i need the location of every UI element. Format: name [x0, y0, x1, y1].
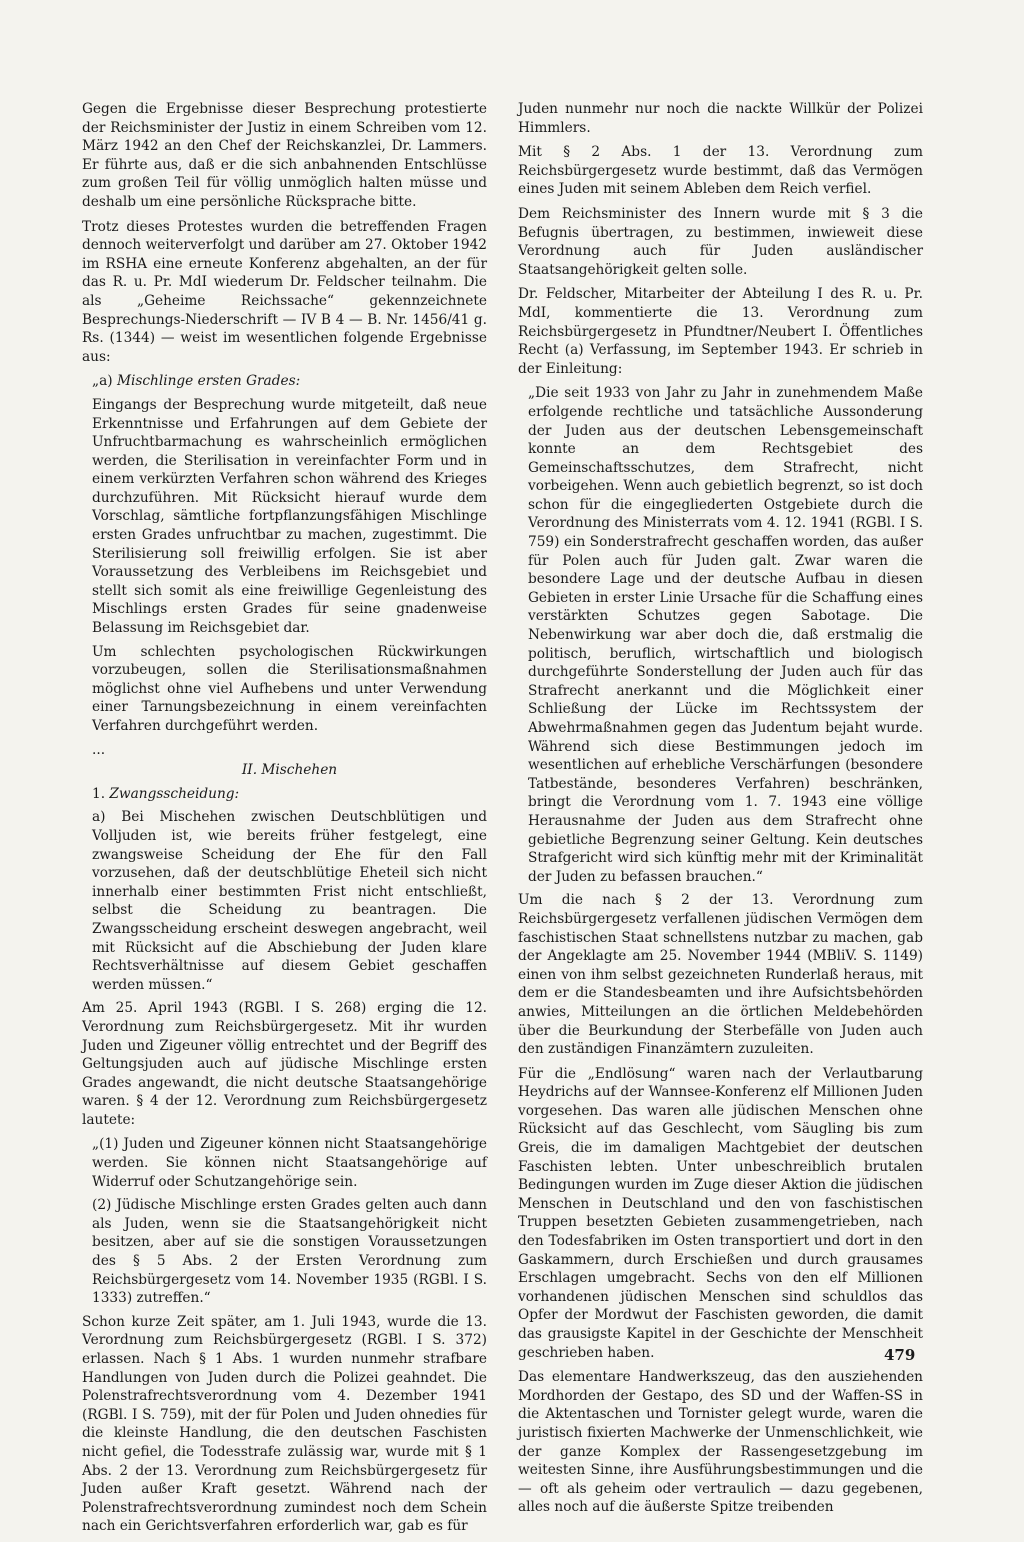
quote-paragraph: Um schlechten psychologischen Rückwirkungen vorzubeugen, sollen die Sterilisationsmaßnahmen möglichst ohne viel Aufhebens und unter Verwendung einer Tarnungsbezeichnung in einem vereinfachten Verfahren durchgeführt werden.: [92, 643, 487, 734]
paragraph: Juden nunmehr nur noch die nackte Willkür der Polizei Himmlers.: [518, 101, 923, 136]
quote-paragraph: Eingangs der Besprechung wurde mitgeteilt, daß neue Erkenntnisse und Erfahrungen auf dem Gebiete der Unfruchtbarmachung es wahrscheinlich ermöglichen werden, die Sterilisation in vereinfachter Form und in einem verkürzten Verfahren schon während des Krieges durchzuführen. Mit Rücksicht hierauf wurde dem Vorschlag, sämtliche fortpflanzungsfähigen Mischlinge ersten Grades unfruchtbar zu machen, zugestimmt. Die Sterilisierung soll freiwillig erfolgen. Sie ist aber Voraussetzung des Verbleibens im Reichsgebiet und stellt sich somit als eine freiwillige Gegenleistung des Mischlings ersten Grades für seine gnadenweise Belassung im Reichsgebiet dar.: [92, 396, 487, 637]
subheading-number: 1.: [92, 785, 110, 802]
subheading-line: [92, 785, 487, 804]
block-quote: [82, 372, 487, 994]
quote-paragraph: „(1) Juden und Zigeuner können nicht Staatsangehörige werden. Sie können nicht Staatsangehörige auf Widerruf oder Schutzangehörige sein.: [92, 1136, 487, 1190]
quote-heading: Mischlinge ersten Grades:: [116, 373, 301, 390]
ellipsis: ...: [92, 741, 106, 758]
quote-heading-line: [92, 372, 487, 391]
quote-paragraph: (2) Jüdische Mischlinge ersten Grades gelten auch dann als Juden, wenn sie die Staatsangehörigkeit nicht besitzen, aber auf sie die sonstigen Voraussetzungen des § 5 Abs. 2 der Ersten Verordnung zum Reichsbürgergesetz vom 14. November 1935 (RGBl. I S. 1333) zutreffen.“: [92, 1197, 487, 1307]
block-quote: [518, 384, 923, 886]
subheading: Zwangsscheidung:: [109, 785, 240, 802]
left-column: [82, 100, 487, 1542]
paragraph: Gegen die Ergebnisse dieser Besprechung protestierte der Reichsminister der Justiz in einem Schreiben vom 12. März 1942 an den Chef der Reichskanzlei, Dr. Lammers. Er führte aus, daß er die sich anbahnenden Entschlüsse zum großen Teil für völlig unmöglich halten müsse und deshalb um eine persönliche Rücksprache bitte.: [82, 101, 487, 210]
paragraph: Schon kurze Zeit später, am 1. Juli 1943, wurde die 13. Verordnung zum Reichsbürgergesetz (RGBl. I S. 372) erlassen. Nach § 1 Abs. 1 wurden nunmehr strafbare Handlungen von Juden durch die Polizei geahndet. Die Polenstrafrechtsverordnung vom 4. Dezember 1941 (RGBl. I S. 759), mit der für Polen und Juden ohnedies für die kleinste Handlung, die den deutschen Faschisten nicht gefiel, die Todesstrafe zulässig war, wurde mit § 1 Abs. 2 der 13. Verordnung zum Reichsbürgergesetz für Juden außer Kraft gesetzt. Während nach der Polenstrafrechtsverordnung zumindest noch dem Schein nach ein Gerichtsverfahren erforderlich war, gab es für: [82, 1313, 487, 1535]
section-title: II. Mischehen: [241, 762, 338, 779]
section-heading: [92, 761, 487, 780]
quote-prefix: „a): [92, 373, 117, 390]
paragraph: Trotz dieses Protestes wurden die betreffenden Fragen dennoch weiterverfolgt und darüber am 27. Oktober 1942 im RSHA eine erneute Konferenz abgehalten, an der für das R. u. Pr. MdI wiederum Dr. Feldscher teilnahm. Die als „Geheime Reichssache“ gekennzeichnete Besprechungs-Niederschrift — IV B 4 — B. Nr. 1456/41 g. Rs. (1344) — weist im wesentlichen folgende Ergebnisse aus:: [82, 218, 487, 365]
paragraph: Dr. Feldscher, Mitarbeiter der Abteilung I des R. u. Pr. MdI, kommentierte die 13. Verordnung zum Reichsbürgergesetz in Pfundtner/Neubert I. Öffentliches Recht (a) Verfassung, im September 1943. Er schrieb in der Einleitung:: [518, 286, 923, 377]
paragraph: Am 25. April 1943 (RGBl. I S. 268) erging die 12. Verordnung zum Reichsbürgergesetz. Mit ihr wurden Juden und Zigeuner völlig entrechtet und der Begriff des Geltungsjuden auch auf jüdische Mischlinge ersten Grades angewandt, die nicht deutsche Staatsangehörige waren. § 4 der 12. Verordnung zum Reichsbürgergesetz lautete:: [82, 1000, 487, 1128]
block-quote: [82, 1135, 487, 1307]
paragraph: Dem Reichsminister des Innern wurde mit § 3 die Befugnis übertragen, zu bestimmen, inwieweit diese Verordnung auch für Juden ausländischer Staatsangehörigkeit gelten solle.: [518, 205, 923, 278]
paragraph: Das elementare Handwerkszeug, das den ausziehenden Mordhorden der Gestapo, des SD und der Waffen-SS in die Aktentaschen und Tornister gelegt wurde, waren die juristisch fixierten Machwerke der Unmenschlichkeit, wie der ganze Komplex der Rassengesetzgebung im weitesten Sinne, ihre Ausführungsbestimmungen und die — oft als geheim oder vertraulich — dazu gegebenen, alles noch auf die äußerste Spitze treibenden: [518, 1369, 923, 1516]
paragraph: Für die „Endlösung“ waren nach der Verlautbarung Heydrichs auf der Wannsee-Konferenz elf Millionen Juden vorgesehen. Das waren alle jüdischen Menschen ohne Rücksicht auf das Geschlecht, vom Säugling bis zum Greis, die im damaligen Machtgebiet der deutschen Faschisten lebten. Unter unbeschreiblich brutalen Bedingungen wurden im Zuge dieser Aktion die jüdischen Menschen in Deutschland und den von faschistischen Truppen besetzten Gebieten zusammengetrieben, nach den Todesfabriken im Osten transportiert und dort in den Gaskammern, durch Erschießen und durch grausames Erschlagen umgebracht. Sechs von den elf Millionen vorhandenen jüdischen Menschen sind schuldlos das Opfer der Mordwut der Faschisten geworden, die damit das grausigste Kapitel in der Geschichte der Menschheit geschrieben haben.: [518, 1065, 923, 1361]
paragraph: Um die nach § 2 der 13. Verordnung zum Reichsbürgergesetz verfallenen jüdischen Vermögen dem faschistischen Staat schnellstens nutzbar zu machen, gab der Angeklagte am 25. November 1944 (MBliV. S. 1149) einen von ihm selbst gezeichneten Runderlaß heraus, mit dem er die Standesbeamten und ihre Aufsichtsbehörden anwies, Mitteilungen an die örtlichen Meldebehörden über die Beurkundung der Sterbefälle von Juden auch den zuständigen Finanzämtern zuzuleiten.: [518, 892, 923, 1058]
page-number: 479: [884, 1346, 916, 1364]
quote-paragraph: a) Bei Mischehen zwischen Deutschblütigen und Volljuden ist, wie bereits früher festgelegt, eine zwangsweise Scheidung der Ehe für den Fall vorzusehen, daß der deutschblütige Eheteil sich nicht innerhalb einer bestimmten Frist nicht entschließt, selbst die Scheidung zu beantragen. Die Zwangsscheidung erscheint deswegen angebracht, weil mit Rücksicht auf die Abschiebung der Juden klare Rechtsverhältnisse auf diesem Gebiet geschaffen werden müssen.“: [92, 809, 487, 993]
quote-paragraph: „Die seit 1933 von Jahr zu Jahr in zunehmendem Maße erfolgende rechtliche und tatsächliche Aussonderung der Juden aus der deutschen Lebensgemeinschaft konnte an dem Rechtsgebiet des Gemeinschaftsschutzes, dem Strafrecht, nicht vorbeigehen. Wenn auch gebietlich begrenzt, so ist doch schon für die eingegliederten Ostgebiete durch die Verordnung des Ministerrats vom 4. 12. 1941 (RGBl. I S. 759) ein Sonderstrafrecht geschaffen worden, das außer für Polen auch für Juden galt. Zwar waren die besondere Lage und der deutsche Aufbau in diesen Gebieten in erster Linie Ursache für die Schaffung eines verstärkten Schutzes gegen Sabotage. Die Nebenwirkung war aber doch die, daß erstmalig die politisch, beruflich, wirtschaftlich und biologisch durchgeführte Sonderstellung der Juden auch für das Strafrecht anerkannt und die Möglichkeit einer Schließung der Lücke im Rechtssystem der Abwehrmaßnahmen gegen das Judentum bejaht wurde. Während sich diese Bestimmungen jedoch im wesentlichen auf erhebliche Verschärfungen (besondere Tatbestände, besonderes Verfahren) beschränken, bringt die Verordnung vom 1. 7. 1943 eine völlige Herausnahme der Juden aus dem Strafrecht ohne gebietliche Begrenzung seiner Geltung. Kein deutsches Strafgericht wird sich künftig mehr mit der Kriminalität der Juden zu befassen brauchen.“: [528, 385, 923, 885]
paragraph: Mit § 2 Abs. 1 der 13. Verordnung zum Reichsbürgergesetz wurde bestimmt, daß das Vermögen eines Juden mit seinem Ableben dem Reich verfiel.: [518, 144, 923, 198]
right-column: [518, 100, 923, 1523]
